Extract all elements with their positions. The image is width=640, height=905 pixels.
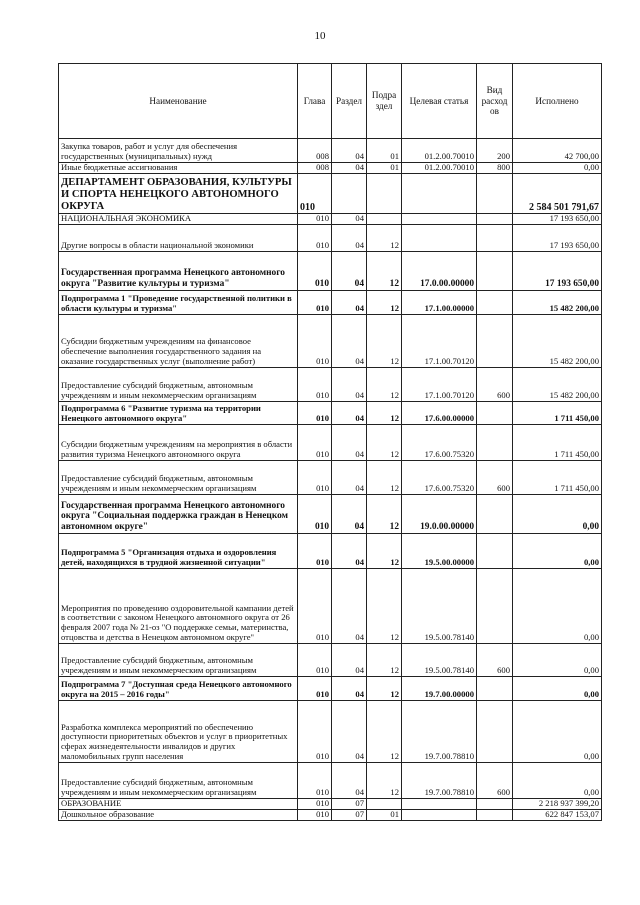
table-row [59,139,602,163]
cell-vid [477,569,513,644]
table-row-subprogram [59,291,602,315]
budget-table [58,63,602,821]
cell-razdel: 04 [332,402,367,425]
cell-amount: 0,00 [513,163,602,174]
cell-podrazdel: 12 [367,425,402,461]
cell-glava: 010 [298,425,332,461]
cell-name: Государственная программа Ненецкого автономного округа "Развитие культуры и туризма" [59,252,298,291]
page-number: 10 [314,30,326,42]
cell-podrazdel [367,799,402,810]
cell-glava: 010 [298,368,332,402]
table-row [59,763,602,799]
cell-amount: 17 193 650,00 [513,225,602,252]
header-target: Целевая статья [402,64,477,139]
table-row [59,163,602,174]
cell-glava: 008 [298,163,332,174]
cell-vid [477,495,513,534]
cell-glava: 010 [298,495,332,534]
cell-name: Предоставление субсидий бюджетным, автономным учреждениям и иным некоммерческим организациям [59,461,298,495]
cell-vid: 600 [477,461,513,495]
cell-vid [477,225,513,252]
cell-amount: 0,00 [513,569,602,644]
cell-vid [477,701,513,763]
cell-podrazdel [367,174,402,214]
cell-amount: 622 847 153,07 [513,810,602,821]
cell-target: 19.7.00.00000 [402,677,477,701]
cell-target: 17.6.00.75320 [402,461,477,495]
cell-target: 19.5.00.78140 [402,644,477,677]
cell-name: Иные бюджетные ассигнования [59,163,298,174]
cell-razdel: 04 [332,677,367,701]
cell-amount: 42 700,00 [513,139,602,163]
cell-amount: 1 711 450,00 [513,461,602,495]
cell-amount: 0,00 [513,677,602,701]
cell-razdel: 04 [332,495,367,534]
cell-target: 19.7.00.78810 [402,701,477,763]
cell-amount: 0,00 [513,644,602,677]
cell-name: ДЕПАРТАМЕНТ ОБРАЗОВАНИЯ, КУЛЬТУРЫ И СПОРТА НЕНЕЦКОГО АВТОНОМНОГО ОКРУГА [59,174,298,214]
cell-amount: 17 193 650,00 [513,252,602,291]
cell-name: НАЦИОНАЛЬНАЯ ЭКОНОМИКА [59,214,298,225]
cell-podrazdel: 12 [367,461,402,495]
cell-name: ОБРАЗОВАНИЕ [59,799,298,810]
cell-name: Подпрограмма 1 "Проведение государственной политики в области культуры и туризма" [59,291,298,315]
cell-razdel: 04 [332,139,367,163]
table-header-row [59,64,602,139]
cell-name: Предоставление субсидий бюджетным, автономным учреждениям и иным некоммерческим организациям [59,644,298,677]
cell-razdel: 04 [332,252,367,291]
cell-name: Закупка товаров, работ и услуг для обеспечения государственных (муниципальных) нужд [59,139,298,163]
cell-target: 17.1.00.70120 [402,368,477,402]
cell-target [402,799,477,810]
cell-name: Подпрограмма 5 "Организация отдыха и оздоровления детей, находящихся в трудной жизненной ситуации" [59,534,298,569]
table-row [59,225,602,252]
cell-vid [477,252,513,291]
cell-podrazdel: 12 [367,252,402,291]
table-row-subprogram [59,677,602,701]
cell-glava: 010 [298,810,332,821]
header-vid: Вид расход ов [477,64,513,139]
cell-podrazdel: 12 [367,368,402,402]
table-row [59,701,602,763]
cell-razdel: 04 [332,214,367,225]
cell-razdel [332,174,367,214]
cell-vid: 600 [477,368,513,402]
cell-vid: 200 [477,139,513,163]
cell-vid [477,214,513,225]
table-row [59,644,602,677]
cell-vid [477,810,513,821]
cell-podrazdel: 01 [367,163,402,174]
table-row [59,799,602,810]
cell-glava: 008 [298,139,332,163]
cell-glava: 010 [298,534,332,569]
cell-target [402,214,477,225]
cell-podrazdel: 12 [367,402,402,425]
table-row [59,810,602,821]
cell-target [402,225,477,252]
cell-podrazdel: 12 [367,495,402,534]
cell-name: Предоставление субсидий бюджетным, автономным учреждениям и иным некоммерческим организациям [59,763,298,799]
cell-vid [477,534,513,569]
cell-podrazdel: 12 [367,291,402,315]
cell-glava: 010 [298,214,332,225]
cell-vid [477,799,513,810]
cell-vid: 600 [477,644,513,677]
cell-target: 19.5.00.00000 [402,534,477,569]
cell-vid [477,315,513,368]
cell-target: 17.6.00.00000 [402,402,477,425]
cell-glava: 010 [298,315,332,368]
cell-vid: 800 [477,163,513,174]
cell-podrazdel: 12 [367,644,402,677]
cell-razdel: 07 [332,799,367,810]
cell-amount: 15 482 200,00 [513,368,602,402]
table-row-subprogram [59,402,602,425]
header-name: Наименование [59,64,298,139]
cell-podrazdel: 12 [367,677,402,701]
table-row [59,569,602,644]
cell-glava: 010 [298,461,332,495]
cell-razdel: 04 [332,425,367,461]
cell-podrazdel: 12 [367,315,402,368]
cell-podrazdel: 12 [367,569,402,644]
cell-name: Подпрограмма 7 "Доступная среда Ненецкого автономного округа на 2015 – 2016 годы" [59,677,298,701]
header-podrazdel: Подра здел [367,64,402,139]
cell-razdel: 04 [332,763,367,799]
cell-target: 19.0.00.00000 [402,495,477,534]
cell-podrazdel: 01 [367,139,402,163]
cell-razdel: 04 [332,315,367,368]
cell-podrazdel: 12 [367,225,402,252]
cell-razdel: 07 [332,810,367,821]
table-row-program [59,252,602,291]
table-row [59,214,602,225]
cell-podrazdel: 12 [367,534,402,569]
cell-glava: 010 [298,569,332,644]
cell-podrazdel: 12 [367,701,402,763]
cell-target: 19.5.00.78140 [402,569,477,644]
cell-glava: 010 [298,763,332,799]
cell-glava: 010 [298,677,332,701]
cell-vid [477,174,513,214]
cell-glava: 010 [298,644,332,677]
table-row [59,461,602,495]
cell-glava: 010 [298,225,332,252]
cell-glava: 010 [298,402,332,425]
cell-vid [477,677,513,701]
cell-glava: 010 [298,252,332,291]
cell-podrazdel: 12 [367,763,402,799]
cell-glava: 010 [298,174,332,214]
cell-amount: 1 711 450,00 [513,425,602,461]
header-amount: Исполнено [513,64,602,139]
table-row [59,368,602,402]
cell-amount: 0,00 [513,534,602,569]
cell-amount: 15 482 200,00 [513,315,602,368]
cell-name: Разработка комплекса мероприятий по обеспечению доступности приоритетных объектов и услуг в приоритетных сферах жизнедеятельности инвалидов и других маломобильных групп населения [59,701,298,763]
cell-razdel: 04 [332,569,367,644]
cell-razdel: 04 [332,461,367,495]
cell-amount: 2 218 937 399,20 [513,799,602,810]
cell-amount: 17 193 650,00 [513,214,602,225]
table-row-department [59,174,602,214]
table-row-subprogram [59,534,602,569]
cell-target [402,810,477,821]
cell-razdel: 04 [332,225,367,252]
cell-razdel: 04 [332,534,367,569]
cell-target: 17.1.00.00000 [402,291,477,315]
cell-vid [477,291,513,315]
table-row [59,425,602,461]
cell-amount: 0,00 [513,701,602,763]
cell-glava: 010 [298,291,332,315]
header-glava: Глава [298,64,332,139]
cell-name: Субсидии бюджетным учреждениям на финансовое обеспечение выполнения государственного задания на оказание государственных услуг (выполнение работ) [59,315,298,368]
cell-vid: 600 [477,763,513,799]
cell-name: Другие вопросы в области национальной экономики [59,225,298,252]
table-row [59,315,602,368]
cell-target: 19.7.00.78810 [402,763,477,799]
cell-name: Подпрограмма 6 "Развитие туризма на территории Ненецкого автономного округа" [59,402,298,425]
cell-target: 01.2.00.70010 [402,163,477,174]
cell-razdel: 04 [332,644,367,677]
cell-podrazdel: 01 [367,810,402,821]
cell-razdel: 04 [332,701,367,763]
cell-target [402,174,477,214]
cell-vid [477,425,513,461]
cell-name: Субсидии бюджетным учреждениям на мероприятия в области развития туризма Ненецкого автономного округа [59,425,298,461]
cell-vid [477,402,513,425]
cell-target: 17.0.00.00000 [402,252,477,291]
cell-amount: 2 584 501 791,67 [513,174,602,214]
cell-name: Предоставление субсидий бюджетным, автономным учреждениям и иным некоммерческим организациям [59,368,298,402]
cell-podrazdel [367,214,402,225]
cell-target: 17.1.00.70120 [402,315,477,368]
cell-target: 01.2.00.70010 [402,139,477,163]
cell-name: Мероприятия по проведению оздоровительной кампании детей в соответствии с законом Ненецкого автономного округа от 26 февраля 2007 года № 21-оз "О поддержке семьи, материнства, отцовства и детства в Ненецком автономном округе" [59,569,298,644]
cell-name: Дошкольное образование [59,810,298,821]
cell-amount: 15 482 200,00 [513,291,602,315]
cell-amount: 0,00 [513,763,602,799]
cell-razdel: 04 [332,163,367,174]
cell-name: Государственная программа Ненецкого автономного округа "Социальная поддержка граждан в Ненецком автономном округе" [59,495,298,534]
cell-amount: 1 711 450,00 [513,402,602,425]
cell-target: 17.6.00.75320 [402,425,477,461]
cell-razdel: 04 [332,368,367,402]
cell-razdel: 04 [332,291,367,315]
cell-amount: 0,00 [513,495,602,534]
table-row-program [59,495,602,534]
header-razdel: Раздел [332,64,367,139]
cell-glava: 010 [298,799,332,810]
cell-glava: 010 [298,701,332,763]
